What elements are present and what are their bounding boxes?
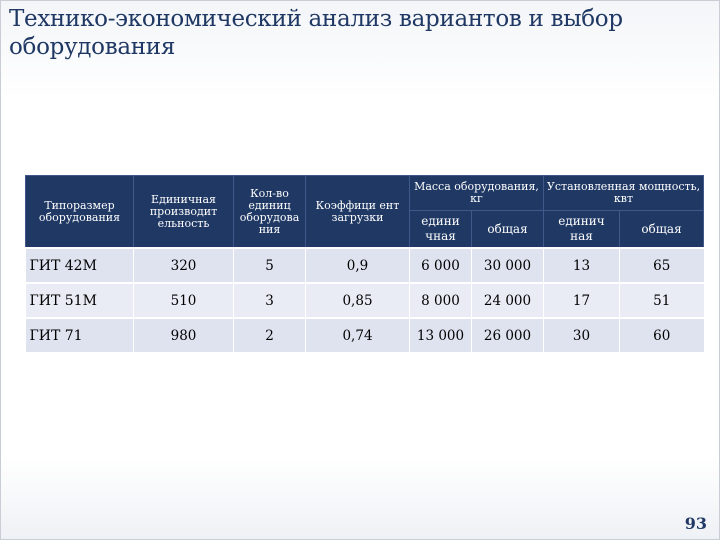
header-count: Кол-во единиц оборудова ния: [234, 176, 306, 249]
header-power-total: общая: [620, 211, 704, 249]
header-load-factor: Коэффици ент загрузки: [306, 176, 410, 249]
table-row: [26, 318, 704, 352]
cell-count: 3: [234, 283, 306, 318]
cell-load-factor: 0,9: [306, 248, 410, 283]
cell-mass-unit: 13 000: [410, 318, 472, 352]
cell-type: ГИТ 51М: [26, 283, 134, 318]
cell-load-factor: 0,85: [306, 283, 410, 318]
cell-mass-total: 24 000: [472, 283, 544, 318]
cell-power-unit: 30: [544, 318, 620, 352]
cell-productivity: 980: [134, 318, 234, 352]
header-mass: Масса оборудования, кг: [410, 176, 544, 211]
header-productivity: Единичная производит ельность: [134, 176, 234, 249]
header-power-unit: единич ная: [544, 211, 620, 249]
header-mass-unit: едини чная: [410, 211, 472, 249]
table-header-row: [26, 176, 704, 211]
cell-power-total: 65: [620, 248, 704, 283]
cell-count: 5: [234, 248, 306, 283]
cell-count: 2: [234, 318, 306, 352]
cell-productivity: 320: [134, 248, 234, 283]
cell-type: ГИТ 42М: [26, 248, 134, 283]
cell-power-unit: 13: [544, 248, 620, 283]
cell-mass-total: 26 000: [472, 318, 544, 352]
slide-title: Технико-экономический анализ вариантов и выбор оборудования: [9, 6, 623, 60]
table-row: [26, 283, 704, 318]
cell-type: ГИТ 71: [26, 318, 134, 352]
cell-mass-total: 30 000: [472, 248, 544, 283]
header-type: Типоразмер оборудования: [26, 176, 134, 249]
equipment-table: [25, 175, 704, 352]
cell-productivity: 510: [134, 283, 234, 318]
cell-power-unit: 17: [544, 283, 620, 318]
cell-power-total: 60: [620, 318, 704, 352]
cell-power-total: 51: [620, 283, 704, 318]
cell-mass-unit: 6 000: [410, 248, 472, 283]
header-power: Установленная мощность, квт: [544, 176, 704, 211]
page-number: 93: [684, 514, 707, 533]
equipment-table-container: [25, 175, 703, 352]
table-row: [26, 248, 704, 283]
cell-load-factor: 0,74: [306, 318, 410, 352]
header-mass-total: общая: [472, 211, 544, 249]
cell-mass-unit: 8 000: [410, 283, 472, 318]
